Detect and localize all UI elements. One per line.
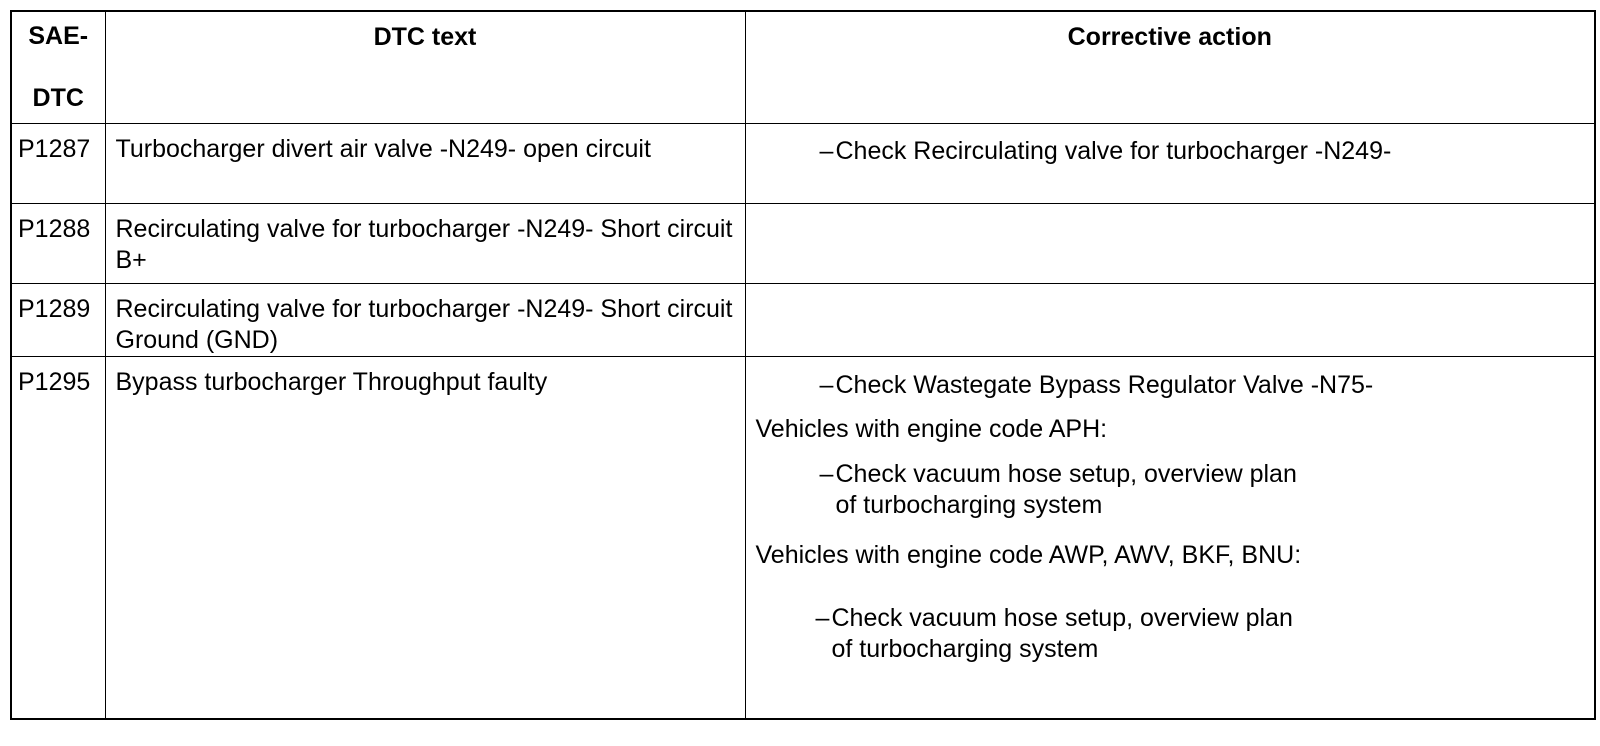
action-step — [756, 136, 1585, 167]
table-row — [11, 123, 1595, 203]
header-corrective-action: Corrective action — [745, 11, 1595, 123]
header-dtc-label: DTC — [32, 84, 84, 112]
action-step — [756, 459, 1585, 521]
dtc-code: P1288 — [11, 203, 105, 283]
table-row — [11, 203, 1595, 283]
dtc-text: Recirculating valve for turbocharger -N249- Short circuit B+ — [105, 203, 745, 283]
vehicle-condition: Vehicles with engine code APH: — [755, 414, 1108, 443]
action-step — [756, 603, 1585, 665]
dash-bullet: – — [819, 136, 834, 165]
vehicle-condition: Vehicles with engine code AWP, AWV, BKF, BNU: — [755, 540, 1302, 569]
dtc-text: Recirculating valve for turbocharger -N249- Short circuit Ground (GND) — [105, 283, 745, 356]
corrective-action — [745, 283, 1595, 356]
dtc-text: Bypass turbocharger Throughput faulty — [105, 356, 745, 719]
table-row — [11, 356, 1595, 719]
dtc-text: Turbocharger divert air valve -N249- open circuit — [105, 123, 745, 203]
dtc-code: P1287 — [11, 123, 105, 203]
table-header-row — [11, 11, 1595, 123]
action-step-text: Check vacuum hose setup, overview plan — [835, 459, 1297, 488]
corrective-action — [745, 123, 1595, 203]
dtc-code: P1289 — [11, 283, 105, 356]
action-step-text: Check Recirculating valve for turbocharger -N249- — [835, 136, 1392, 165]
header-dtc-text: DTC text — [105, 11, 745, 123]
action-step — [756, 370, 1585, 401]
dtc-code: P1295 — [11, 356, 105, 719]
dash-bullet: – — [819, 459, 834, 488]
dash-bullet: – — [815, 603, 830, 632]
corrective-action — [745, 203, 1595, 283]
action-step-text: Check Wastegate Bypass Regulator Valve -N75- — [835, 370, 1374, 399]
action-step-text: of turbocharging system — [835, 490, 1103, 519]
dash-bullet: – — [819, 370, 834, 399]
header-sae-label: SAE- — [28, 22, 89, 50]
table-row — [11, 283, 1595, 356]
action-step-text: of turbocharging system — [831, 634, 1099, 663]
corrective-action — [745, 356, 1595, 719]
action-step-text: Check vacuum hose setup, overview plan — [831, 603, 1293, 632]
dtc-table — [10, 10, 1596, 720]
header-sae-dtc — [11, 11, 105, 123]
